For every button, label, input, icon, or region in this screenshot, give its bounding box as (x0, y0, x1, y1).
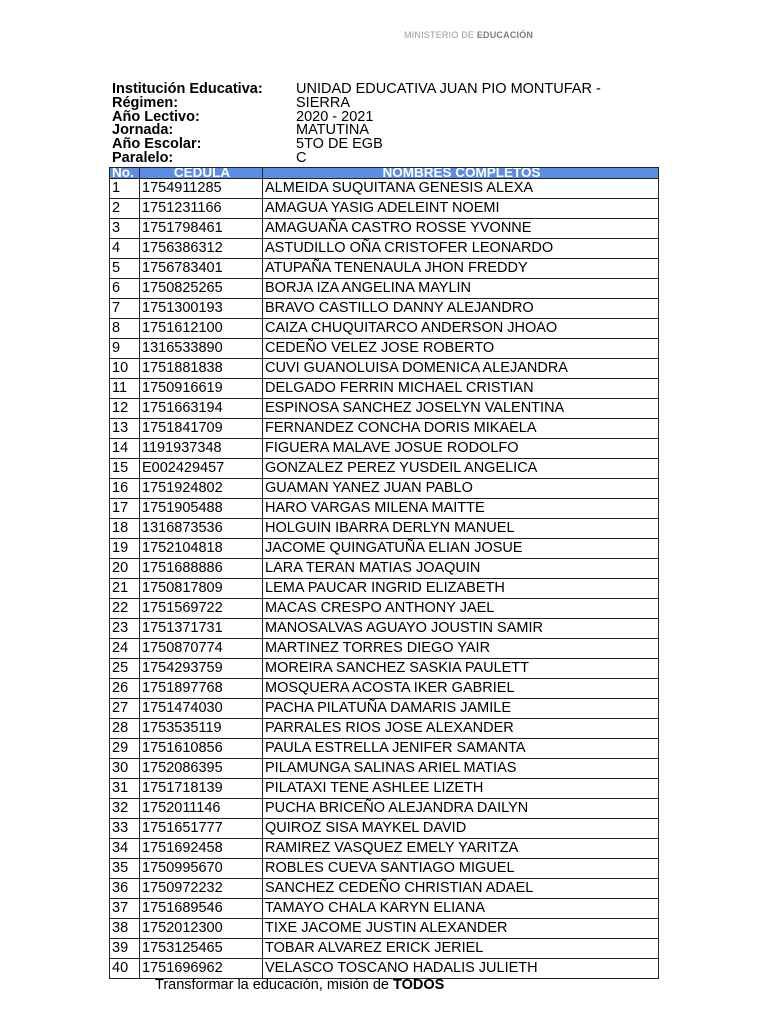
row-number: 20 (110, 559, 140, 579)
table-row (110, 179, 659, 199)
row-cedula: 1753535119 (140, 719, 263, 739)
row-number: 17 (110, 499, 140, 519)
header-names: NOMBRES COMPLETOS (263, 168, 659, 179)
row-cedula: 1752012300 (140, 919, 263, 939)
table-row (110, 619, 659, 639)
row-cedula: 1751610856 (140, 739, 263, 759)
row-number: 24 (110, 639, 140, 659)
footer-text: Transformar la educación, misión de (155, 977, 389, 993)
row-cedula: 1316533890 (140, 339, 263, 359)
table-row (110, 199, 659, 219)
row-number: 28 (110, 719, 140, 739)
row-cedula: 1751718139 (140, 779, 263, 799)
row-number: 38 (110, 919, 140, 939)
table-row (110, 499, 659, 519)
student-table (109, 167, 659, 979)
row-name: HARO VARGAS MILENA MAITTE (263, 499, 659, 519)
row-cedula: 1756783401 (140, 259, 263, 279)
table-row (110, 579, 659, 599)
row-cedula: 1752104818 (140, 539, 263, 559)
ministry-prefix: MINISTERIO DE (404, 30, 475, 40)
footer-bold: TODOS (393, 977, 445, 993)
table-row (110, 919, 659, 939)
row-cedula: 1750870774 (140, 639, 263, 659)
row-number: 15 (110, 459, 140, 479)
info-value: 5TO DE EGB (296, 136, 383, 153)
table-row (110, 219, 659, 239)
table-row (110, 939, 659, 959)
row-cedula: 1751663194 (140, 399, 263, 419)
row-number: 29 (110, 739, 140, 759)
row-name: PILATAXI TENE ASHLEE LIZETH (263, 779, 659, 799)
row-cedula: 1751300193 (140, 299, 263, 319)
row-cedula: E002429457 (140, 459, 263, 479)
row-name: GONZALEZ PEREZ YUSDEIL ANGELICA (263, 459, 659, 479)
row-name: ASTUDILLO OÑA CRISTOFER LEONARDO (263, 239, 659, 259)
row-name: GUAMAN YANEZ JUAN PABLO (263, 479, 659, 499)
row-name: ALMEIDA SUQUITANA GENESIS ALEXA (263, 179, 659, 199)
row-cedula: 1751569722 (140, 599, 263, 619)
table-row (110, 419, 659, 439)
info-value: SIERRA (296, 94, 350, 111)
table-row (110, 279, 659, 299)
info-label: Paralelo: (112, 149, 174, 166)
table-row (110, 899, 659, 919)
info-value: C (296, 149, 307, 166)
row-cedula: 1751905488 (140, 499, 263, 519)
table-row (110, 819, 659, 839)
row-number: 22 (110, 599, 140, 619)
table-body (110, 179, 659, 979)
row-name: JACOME QUINGATUÑA ELIAN JOSUE (263, 539, 659, 559)
info-value: UNIDAD EDUCATIVA JUAN PIO MONTUFAR - (296, 81, 601, 97)
table-row (110, 359, 659, 379)
row-cedula: 1751881838 (140, 359, 263, 379)
row-name: MACAS CRESPO ANTHONY JAEL (263, 599, 659, 619)
row-name: ATUPAÑA TENENAULA JHON FREDDY (263, 259, 659, 279)
row-name: SANCHEZ CEDEÑO CHRISTIAN ADAEL (263, 879, 659, 899)
row-name: TOBAR ALVAREZ ERICK JERIEL (263, 939, 659, 959)
row-name: MANOSALVAS AGUAYO JOUSTIN SAMIR (263, 619, 659, 639)
table-row (110, 719, 659, 739)
row-name: ROBLES CUEVA SANTIAGO MIGUEL (263, 859, 659, 879)
row-number: 10 (110, 359, 140, 379)
row-number: 32 (110, 799, 140, 819)
row-number: 39 (110, 939, 140, 959)
row-name: PAULA ESTRELLA JENIFER SAMANTA (263, 739, 659, 759)
info-value: 2020 - 2021 (296, 108, 374, 125)
row-name: PUCHA BRICEÑO ALEJANDRA DAILYN (263, 799, 659, 819)
table-header-row (110, 168, 659, 179)
row-name: AMAGUA YASIG ADELEINT NOEMI (263, 199, 659, 219)
row-name: FIGUERA MALAVE JOSUE RODOLFO (263, 439, 659, 459)
row-number: 2 (110, 199, 140, 219)
header-number: No. (110, 168, 140, 179)
row-name: TIXE JACOME JUSTIN ALEXANDER (263, 919, 659, 939)
row-number: 27 (110, 699, 140, 719)
row-cedula: 1191937348 (140, 439, 263, 459)
table-row (110, 799, 659, 819)
table-row (110, 339, 659, 359)
row-number: 1 (110, 179, 140, 199)
ministry-name: EDUCACIÓN (476, 30, 534, 40)
row-name: ESPINOSA SANCHEZ JOSELYN VALENTINA (263, 399, 659, 419)
row-cedula: 1750916619 (140, 379, 263, 399)
row-cedula: 1752086395 (140, 759, 263, 779)
institution-info (112, 83, 601, 166)
table-row (110, 479, 659, 499)
table-row (110, 739, 659, 759)
table-row (110, 239, 659, 259)
row-name: CEDEÑO VELEZ JOSE ROBERTO (263, 339, 659, 359)
row-cedula: 1754293759 (140, 659, 263, 679)
header-cedula: CEDULA (140, 168, 263, 179)
row-number: 33 (110, 819, 140, 839)
row-cedula: 1751651777 (140, 819, 263, 839)
info-label: Régimen: (112, 94, 179, 111)
table-row (110, 679, 659, 699)
row-name: BORJA IZA ANGELINA MAYLIN (263, 279, 659, 299)
info-row-institution (112, 83, 601, 97)
row-cedula: 1753125465 (140, 939, 263, 959)
row-name: MOREIRA SANCHEZ SASKIA PAULETT (263, 659, 659, 679)
row-number: 31 (110, 779, 140, 799)
row-name: TAMAYO CHALA KARYN ELIANA (263, 899, 659, 919)
row-name: PACHA PILATUÑA DAMARIS JAMILE (263, 699, 659, 719)
info-label: Año Lectivo: (112, 108, 200, 125)
info-label: Jornada: (112, 122, 174, 139)
row-number: 7 (110, 299, 140, 319)
table-row (110, 399, 659, 419)
row-number: 40 (110, 959, 140, 979)
info-row-paralelo (112, 149, 601, 166)
row-cedula: 1751371731 (140, 619, 263, 639)
row-name: FERNANDEZ CONCHA DORIS MIKAELA (263, 419, 659, 439)
table-row (110, 439, 659, 459)
table-row (110, 759, 659, 779)
row-cedula: 1751688886 (140, 559, 263, 579)
row-cedula: 1316873536 (140, 519, 263, 539)
row-name: BRAVO CASTILLO DANNY ALEJANDRO (263, 299, 659, 319)
row-name: MOSQUERA ACOSTA IKER GABRIEL (263, 679, 659, 699)
table-row (110, 659, 659, 679)
row-number: 16 (110, 479, 140, 499)
row-number: 9 (110, 339, 140, 359)
row-cedula: 1750817809 (140, 579, 263, 599)
row-number: 25 (110, 659, 140, 679)
row-cedula: 1751798461 (140, 219, 263, 239)
row-number: 19 (110, 539, 140, 559)
row-name: MARTINEZ TORRES DIEGO YAIR (263, 639, 659, 659)
row-number: 13 (110, 419, 140, 439)
table-row (110, 599, 659, 619)
info-label: Año Escolar: (112, 136, 202, 153)
row-cedula: 1752011146 (140, 799, 263, 819)
row-number: 30 (110, 759, 140, 779)
row-cedula: 1751692458 (140, 839, 263, 859)
row-number: 11 (110, 379, 140, 399)
table-row (110, 879, 659, 899)
row-cedula: 1751924802 (140, 479, 263, 499)
row-number: 12 (110, 399, 140, 419)
info-label: Institución Educativa: (112, 81, 263, 97)
table-row (110, 459, 659, 479)
row-name: LARA TERAN MATIAS JOAQUIN (263, 559, 659, 579)
footer-slogan (155, 977, 444, 993)
row-name: PARRALES RIOS JOSE ALEXANDER (263, 719, 659, 739)
table-row (110, 559, 659, 579)
table-row (110, 959, 659, 979)
row-cedula: 1751841709 (140, 419, 263, 439)
table-row (110, 839, 659, 859)
row-cedula: 1751231166 (140, 199, 263, 219)
table-row (110, 639, 659, 659)
row-number: 26 (110, 679, 140, 699)
row-cedula: 1750825265 (140, 279, 263, 299)
row-cedula: 1751474030 (140, 699, 263, 719)
row-number: 21 (110, 579, 140, 599)
row-name: HOLGUIN IBARRA DERLYN MANUEL (263, 519, 659, 539)
info-value: MATUTINA (296, 122, 370, 139)
row-number: 35 (110, 859, 140, 879)
row-number: 18 (110, 519, 140, 539)
row-number: 3 (110, 219, 140, 239)
row-cedula: 1754911285 (140, 179, 263, 199)
row-number: 34 (110, 839, 140, 859)
row-name: CUVI GUANOLUISA DOMENICA ALEJANDRA (263, 359, 659, 379)
row-number: 8 (110, 319, 140, 339)
row-name: RAMIREZ VASQUEZ EMELY YARITZA (263, 839, 659, 859)
row-name: CAIZA CHUQUITARCO ANDERSON JHOAO (263, 319, 659, 339)
row-name: LEMA PAUCAR INGRID ELIZABETH (263, 579, 659, 599)
row-cedula: 1750972232 (140, 879, 263, 899)
row-number: 37 (110, 899, 140, 919)
row-cedula: 1750995670 (140, 859, 263, 879)
table-row (110, 699, 659, 719)
row-name: QUIROZ SISA MAYKEL DAVID (263, 819, 659, 839)
row-number: 4 (110, 239, 140, 259)
row-name: VELASCO TOSCANO HADALIS JULIETH (263, 959, 659, 979)
table-row (110, 259, 659, 279)
table-row (110, 859, 659, 879)
table-row (110, 299, 659, 319)
row-cedula: 1751696962 (140, 959, 263, 979)
table-row (110, 379, 659, 399)
row-name: DELGADO FERRIN MICHAEL CRISTIAN (263, 379, 659, 399)
row-cedula: 1751689546 (140, 899, 263, 919)
row-number: 5 (110, 259, 140, 279)
row-cedula: 1751897768 (140, 679, 263, 699)
row-number: 14 (110, 439, 140, 459)
row-number: 36 (110, 879, 140, 899)
row-cedula: 1756386312 (140, 239, 263, 259)
row-name: PILAMUNGA SALINAS ARIEL MATIAS (263, 759, 659, 779)
table-row (110, 519, 659, 539)
ministry-header (404, 30, 533, 40)
row-number: 23 (110, 619, 140, 639)
info-row-escolar (112, 138, 601, 152)
row-cedula: 1751612100 (140, 319, 263, 339)
table-row (110, 539, 659, 559)
row-name: AMAGUAÑA CASTRO ROSSE YVONNE (263, 219, 659, 239)
table-row (110, 779, 659, 799)
table-row (110, 319, 659, 339)
row-number: 6 (110, 279, 140, 299)
